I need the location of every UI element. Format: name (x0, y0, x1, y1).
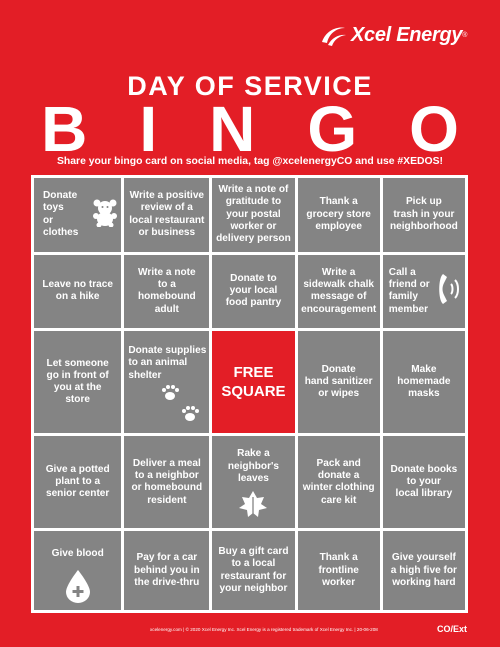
cell-text-line: Buy a gift card (218, 546, 289, 558)
cell-text-line: frontline (318, 564, 359, 576)
cell-text-line: hand sanitizer (304, 375, 373, 387)
cell-text-line: you at the (53, 382, 102, 394)
cell-text-line: Donate supplies (128, 345, 207, 357)
cell-text-line: Write a note (138, 266, 196, 278)
footer-legal: xcelenergy.com | © 2020 Xcel Energy Inc. Xcel Energy is a registered trademark of Xcel Energy Inc. | 20-06-208 (150, 627, 378, 632)
cell-text-line: to a neighbor (134, 470, 199, 482)
bingo-cell (383, 436, 465, 528)
cell-text-line: Let someone (46, 357, 109, 369)
bingo-cell (298, 331, 380, 433)
cell-text-line: plant to a (55, 476, 101, 488)
bingo-cell (212, 531, 294, 610)
cell-text-line: member (388, 303, 429, 315)
cell-text-line: toys (43, 202, 64, 214)
cell-text-line: care kit (320, 494, 357, 506)
bingo-cell (383, 178, 465, 252)
cell-text-line: shelter (128, 369, 162, 381)
cell-text-line: SQUARE (221, 383, 286, 401)
cell-text-line: store (65, 394, 90, 406)
cell-text-line: worker or (230, 220, 277, 232)
cell-text-line: Rake a (237, 448, 270, 460)
cell-text-line: a high five for (390, 564, 457, 576)
cell-text-line: your local (229, 285, 278, 297)
cell-text-line: or business (138, 227, 196, 239)
cell-text-line: Pay for a car (136, 552, 198, 564)
cell-text (301, 267, 376, 316)
bingo-cell (212, 178, 294, 252)
cell-text-line: to a (157, 278, 176, 290)
cell-text (129, 190, 204, 239)
paw-prints-icon (160, 384, 206, 430)
cell-text-line: or wipes (318, 388, 360, 400)
cell-text (391, 552, 457, 589)
cell-text (132, 458, 203, 507)
cell-text (52, 548, 104, 560)
leaf-icon (237, 489, 269, 525)
cell-text-line: message of (310, 291, 367, 303)
cell-text (389, 267, 430, 316)
bingo-cell (34, 178, 121, 252)
bingo-cell (34, 531, 121, 610)
cell-text-line: or homebound (131, 482, 203, 494)
cell-text-line: Call a (388, 266, 416, 278)
bingo-cell (383, 531, 465, 610)
cell-text-line: Make (411, 363, 437, 375)
social-tagline: Share your bingo card on social media, tag @xcelenergyCO and use #XEDOS! (56, 156, 444, 167)
cell-text (221, 363, 285, 401)
bingo-cell (124, 255, 209, 329)
bingo-board (31, 175, 468, 613)
cell-text-line: leaves (238, 472, 269, 484)
cell-text-line: homemade (397, 375, 451, 387)
bingo-letter: G (307, 93, 358, 165)
cell-text-line: local library (395, 488, 453, 500)
cell-text-line: sidewalk chalk (303, 278, 375, 290)
cell-text (391, 464, 458, 501)
cell-text-line: Thank a (319, 196, 358, 208)
cell-text (305, 364, 373, 401)
cell-text-line: delivery person (216, 233, 291, 245)
cell-text-line: Write a (321, 266, 356, 278)
cell-text (397, 364, 450, 401)
bingo-cell (34, 436, 121, 528)
cell-text (318, 552, 358, 589)
bingo-cell (212, 436, 294, 528)
cell-text (46, 464, 110, 501)
bingo-letter: I (139, 93, 158, 165)
cell-text-line: senior center (45, 488, 110, 500)
cell-text (306, 196, 371, 233)
cell-text-line: food pantry (225, 297, 282, 309)
cell-text-line: resident (147, 494, 187, 506)
bingo-cell (124, 531, 209, 610)
cell-text-line: to an animal (128, 357, 188, 369)
cell-text (226, 273, 282, 310)
bingo-cell (34, 255, 121, 329)
cell-text-line: encouragement (301, 303, 377, 315)
teddy-bear-icon (92, 199, 118, 231)
cell-text-line: behind you in (134, 564, 200, 576)
cell-text-line: on a hike (55, 291, 100, 303)
cell-text-line: restaurant for (220, 570, 287, 582)
cell-text-line: local restaurant (129, 214, 205, 226)
flame-logo-icon (318, 22, 348, 48)
bingo-cell (298, 178, 380, 252)
footer-region: CO/Ext (437, 624, 468, 634)
cell-text-line: worker (322, 576, 356, 588)
cell-text (128, 345, 206, 382)
phone-icon (436, 270, 462, 312)
cell-text-line: the drive-thru (134, 576, 200, 588)
cell-text-line: masks (408, 388, 440, 400)
cell-text-line: grocery store (306, 208, 371, 220)
cell-text-line: neighborhood (389, 220, 458, 232)
cell-text-line: to a local (231, 558, 276, 570)
cell-text (228, 448, 279, 485)
cell-text-line: go in front of (46, 369, 109, 381)
cell-text-line: Deliver a meal (132, 457, 201, 469)
cell-text-line: trash in your (393, 208, 455, 220)
cell-text-line: Donate (321, 363, 356, 375)
cell-text-line: to your (406, 476, 441, 488)
xcel-energy-logo (318, 22, 467, 48)
bingo-cell (383, 255, 465, 329)
cell-text-line: winter clothing (302, 482, 375, 494)
cell-text (218, 546, 288, 595)
cell-text-line: Thank a (319, 552, 358, 564)
brand-name: Xcel Energy (351, 23, 463, 46)
cell-text-line: Write a note of (218, 184, 289, 196)
cell-text-line: working hard (392, 576, 456, 588)
cell-text-line: Give a potted (45, 463, 110, 475)
cell-text-line: review of a (140, 202, 193, 214)
cell-text (390, 196, 458, 233)
cell-text (138, 267, 196, 316)
bingo-cell (124, 331, 209, 433)
cell-text-line: neighbor's (227, 460, 280, 472)
cell-text-line: homebound (137, 291, 196, 303)
cell-text-line: your neighbor (219, 583, 288, 594)
cell-text-line: employee (315, 220, 362, 232)
bingo-cell (34, 331, 121, 433)
bingo-cell (212, 255, 294, 329)
cell-text-line: Pack and (316, 457, 361, 469)
cell-text-line: adult (154, 303, 179, 315)
cell-text-line: Donate (43, 190, 78, 202)
cell-text-line: Donate to (230, 272, 277, 284)
cell-text-line: gratitude to (225, 196, 282, 208)
bingo-letter: B (41, 93, 88, 165)
cell-text (134, 552, 200, 589)
bingo-letter: O (409, 93, 459, 165)
cell-text-line: or clothes (43, 214, 79, 239)
cell-text (43, 190, 78, 239)
cell-text-line: Write a positive (129, 190, 205, 202)
cell-text-line: Give yourself (391, 552, 456, 564)
cell-text (303, 458, 375, 507)
trademark-symbol: ® (462, 31, 468, 39)
bingo-cell (298, 255, 380, 329)
cell-text-line: donate a (317, 470, 360, 482)
cell-text-line: Pick up (405, 196, 442, 208)
bingo-letter: N (209, 93, 256, 165)
cell-text-line: FREE (233, 364, 274, 382)
cell-text-line: friend or (388, 278, 430, 290)
bingo-cell (124, 178, 209, 252)
cell-text (42, 279, 113, 304)
bingo-cell (298, 436, 380, 528)
cell-text (216, 184, 291, 245)
day-of-service-title: DAY OF SERVICE (127, 71, 373, 101)
cell-text-line: Leave no trace (42, 278, 114, 290)
bingo-cell (124, 436, 209, 528)
cell-text (47, 358, 109, 407)
bingo-cell (383, 331, 465, 433)
bingo-cell (298, 531, 380, 610)
blood-drop-icon (65, 569, 91, 607)
cell-text-line: your postal (226, 208, 281, 220)
free-square-cell (212, 331, 294, 433)
cell-text-line: Donate books (390, 463, 458, 475)
cell-text-line: family (388, 291, 418, 303)
cell-text-line: Give blood (51, 548, 104, 560)
